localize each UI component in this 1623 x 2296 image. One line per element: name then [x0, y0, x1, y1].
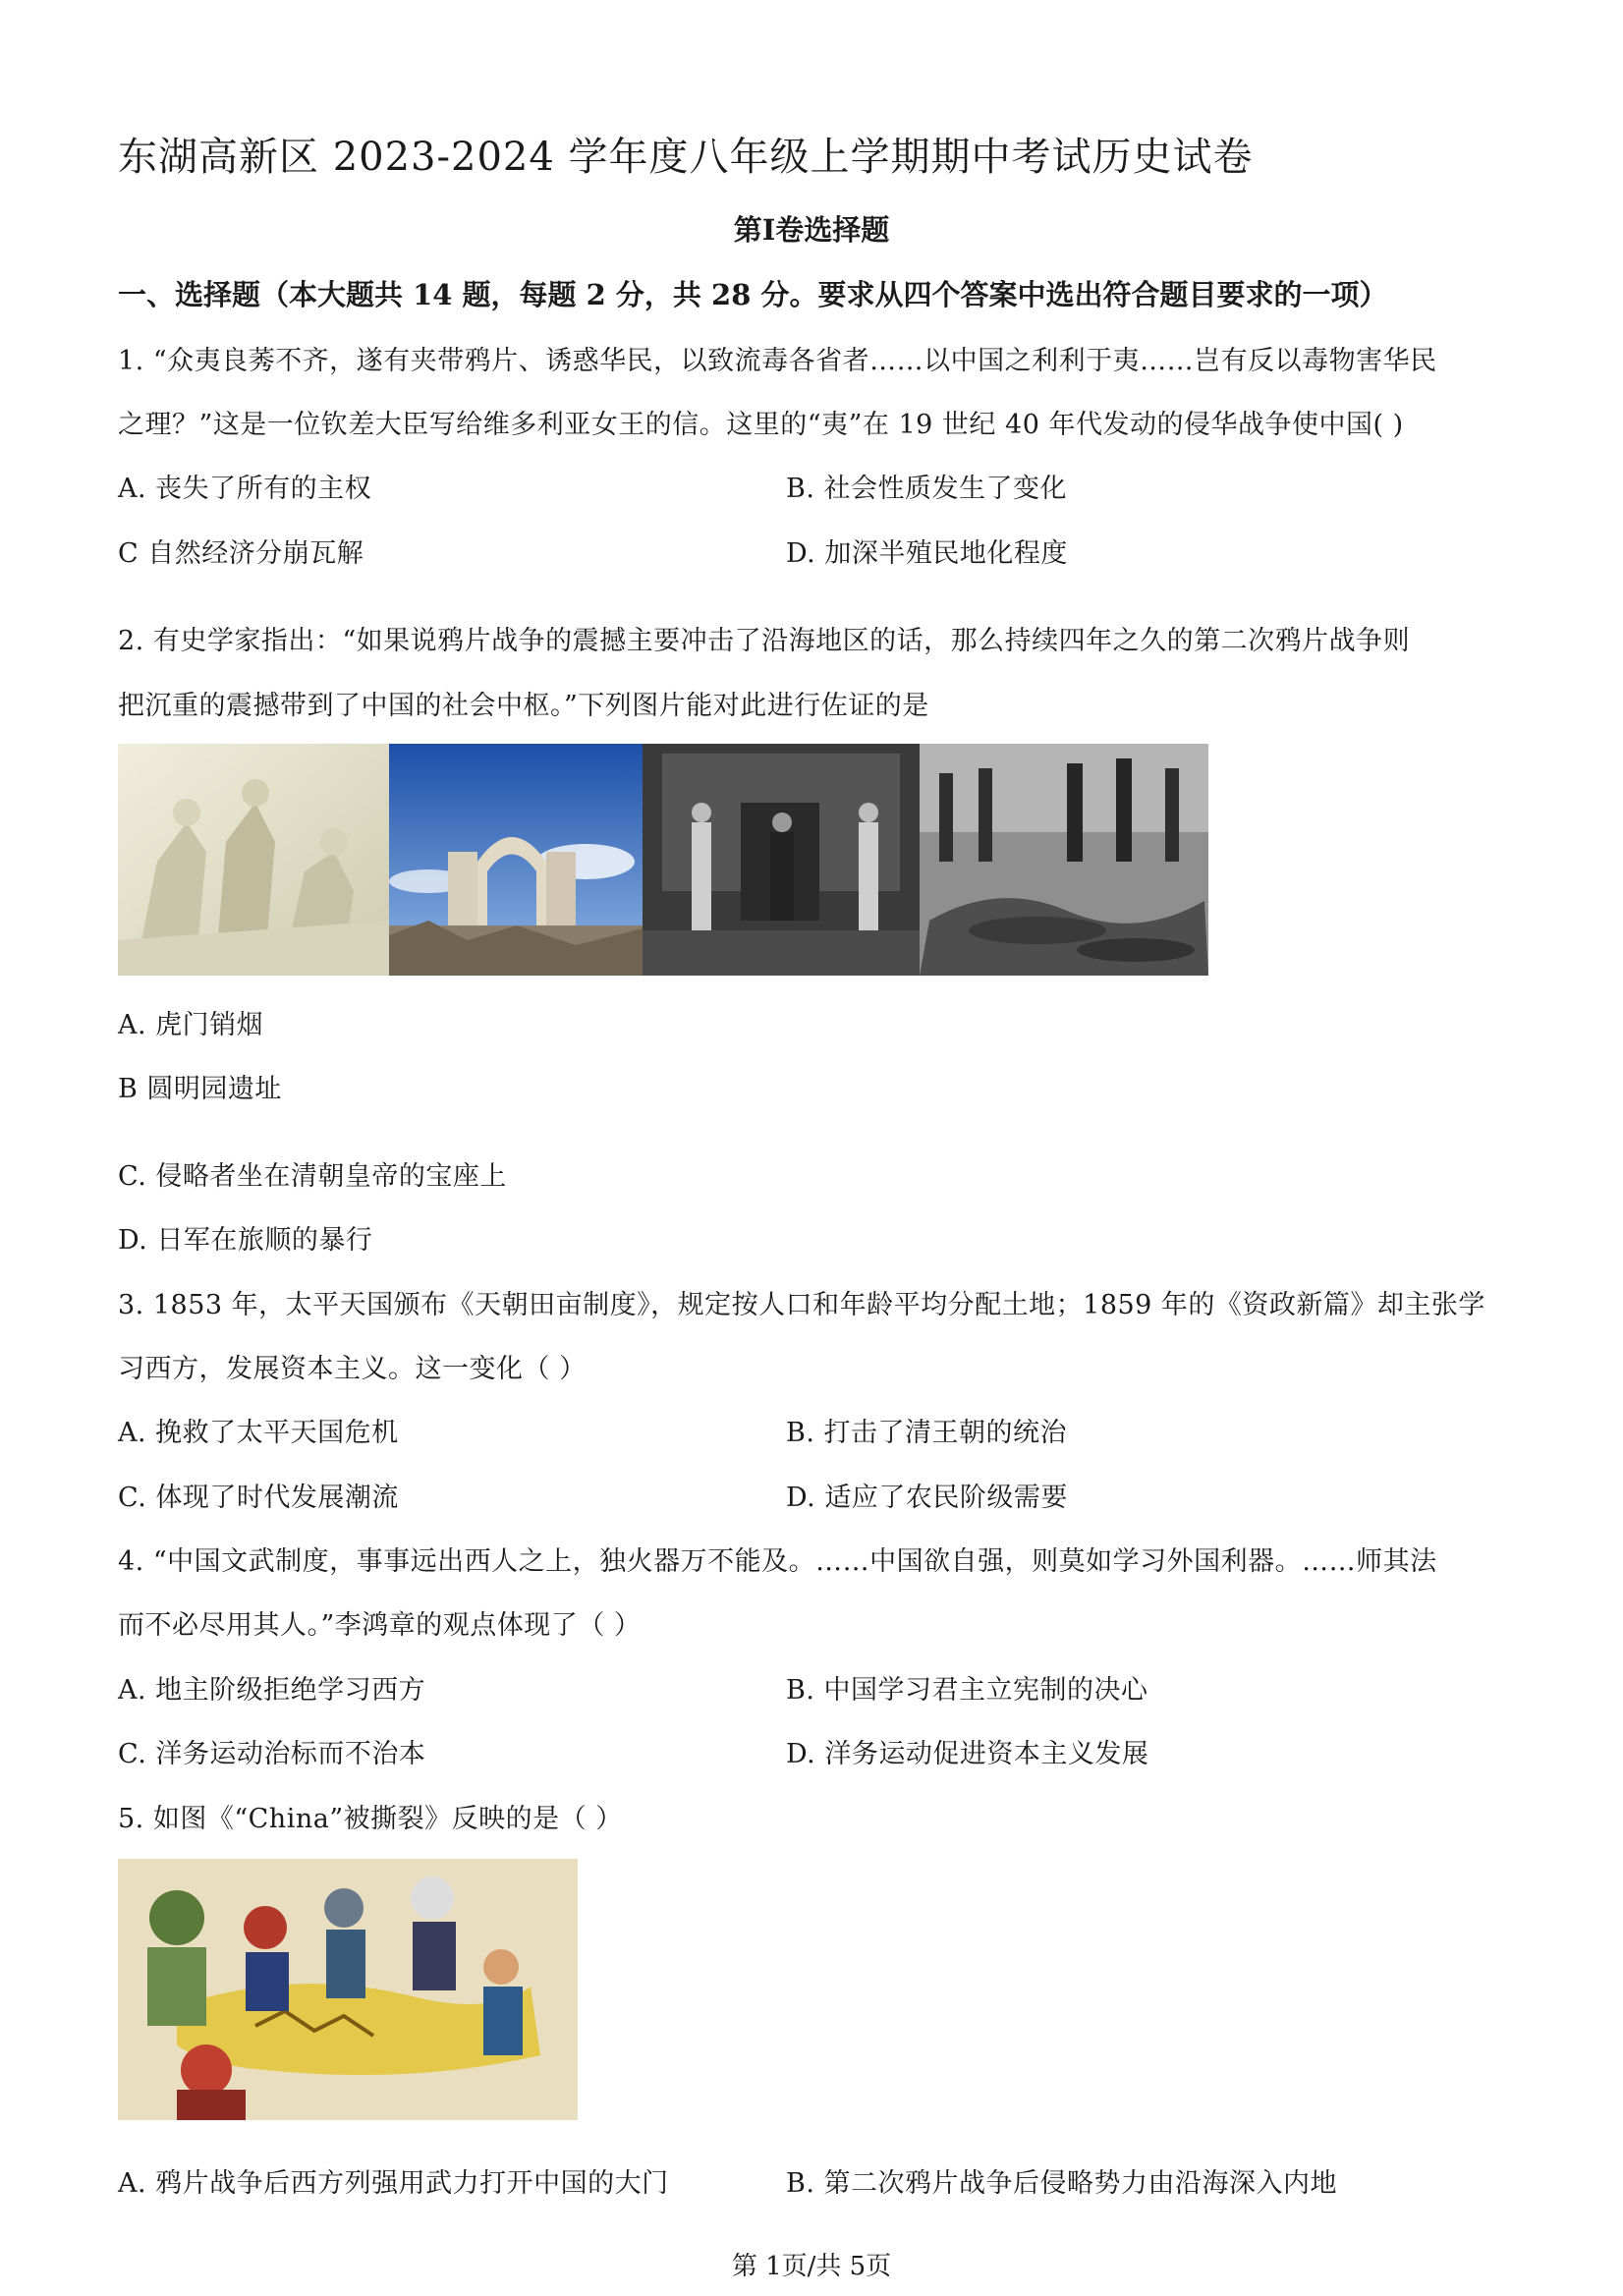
- q1-stem-line1: 1. “众夷良莠不齐，遂有夹带鸦片、诱惑华民，以致流毒各省者……以中国之利利于夷……岂有反以毒物害华民: [118, 346, 1437, 376]
- q1-option-b: B. 社会性质发生了变化: [786, 474, 1068, 504]
- q2-stem-line2: 把沉重的震撼带到了中国的社会中枢。”下列图片能对此进行佐证的是: [118, 691, 929, 721]
- q4-stem-line1: 4. “中国文武制度，事事远出西人之上，独火器万不能及。……中国欲自强，则莫如学习外国利器。……师其法: [118, 1546, 1437, 1577]
- q3-option-b: B. 打击了清王朝的统治: [786, 1418, 1068, 1448]
- page-footer: 第 1页/共 5页: [731, 2252, 892, 2281]
- q4-option-d: D. 洋务运动促进资本主义发展: [786, 1739, 1149, 1769]
- q3-option-c: C. 体现了时代发展潮流: [118, 1483, 399, 1513]
- q5-option-a: A. 鸦片战争后西方列强用武力打开中国的大门: [118, 2168, 669, 2199]
- q2-option-a: A. 虎门销烟: [118, 1010, 264, 1040]
- lushun-massacre-photo: [920, 744, 1208, 976]
- q5-option-b: B. 第二次鸦片战争后侵略势力由沿海深入内地: [786, 2168, 1338, 2199]
- humen-relief-photo: [118, 744, 389, 976]
- q2-stem-line1: 2. 有史学家指出：“如果说鸦片战争的震撼主要冲击了沿海地区的话，那么持续四年之久的第二次鸦片战争则: [118, 626, 1411, 656]
- q1-option-a: A. 丧失了所有的主权: [118, 474, 372, 504]
- q4-stem-line2: 而不必尽用其人。”李鸿章的观点体现了（ ）: [118, 1610, 642, 1641]
- qing-throne-photo: [643, 744, 920, 976]
- q5-stem-line1: 5. 如图《“China”被撕裂》反映的是（ ）: [118, 1804, 623, 1834]
- section-heading: 一、选择题（本大题共 14 题，每题 2 分，共 28 分。要求从四个答案中选出符合题目要求的一项）: [118, 278, 1388, 311]
- q3-option-d: D. 适应了农民阶级需要: [786, 1483, 1068, 1513]
- q4-option-b: B. 中国学习君主立宪制的决心: [786, 1675, 1148, 1706]
- q2-option-d: D. 日军在旅顺的暴行: [118, 1225, 373, 1256]
- q3-option-a: A. 挽救了太平天国危机: [118, 1418, 399, 1448]
- china-torn-cartoon: [118, 1859, 578, 2120]
- q1-stem-line2: 之理？”这是一位钦差大臣写给维多利亚女王的信。这里的“夷”在 19 世纪 40 年代发动的侵华战争使中国( ): [118, 410, 1404, 440]
- q1-option-d: D. 加深半殖民地化程度: [786, 538, 1068, 569]
- q1-option-c: C 自然经济分崩瓦解: [118, 538, 364, 569]
- exam-title: 东湖高新区 2023-2024 学年度八年级上学期期中考试历史试卷: [118, 135, 1254, 180]
- section-subtitle: 第Ⅰ卷选择题: [733, 213, 890, 247]
- q4-option-c: C. 洋务运动治标而不治本: [118, 1739, 426, 1769]
- q2-option-b: B 圆明园遗址: [118, 1074, 282, 1104]
- q3-stem-line1: 3. 1853 年，太平天国颁布《天朝田亩制度》，规定按人口和年龄平均分配土地；1859 年的《资政新篇》却主张学: [118, 1290, 1485, 1320]
- q4-option-a: A. 地主阶级拒绝学习西方: [118, 1675, 426, 1706]
- q2-option-c: C. 侵略者坐在清朝皇帝的宝座上: [118, 1161, 507, 1192]
- q3-stem-line2: 习西方，发展资本主义。这一变化（ ）: [118, 1354, 587, 1384]
- yuanmingyuan-ruins-photo: [389, 744, 643, 976]
